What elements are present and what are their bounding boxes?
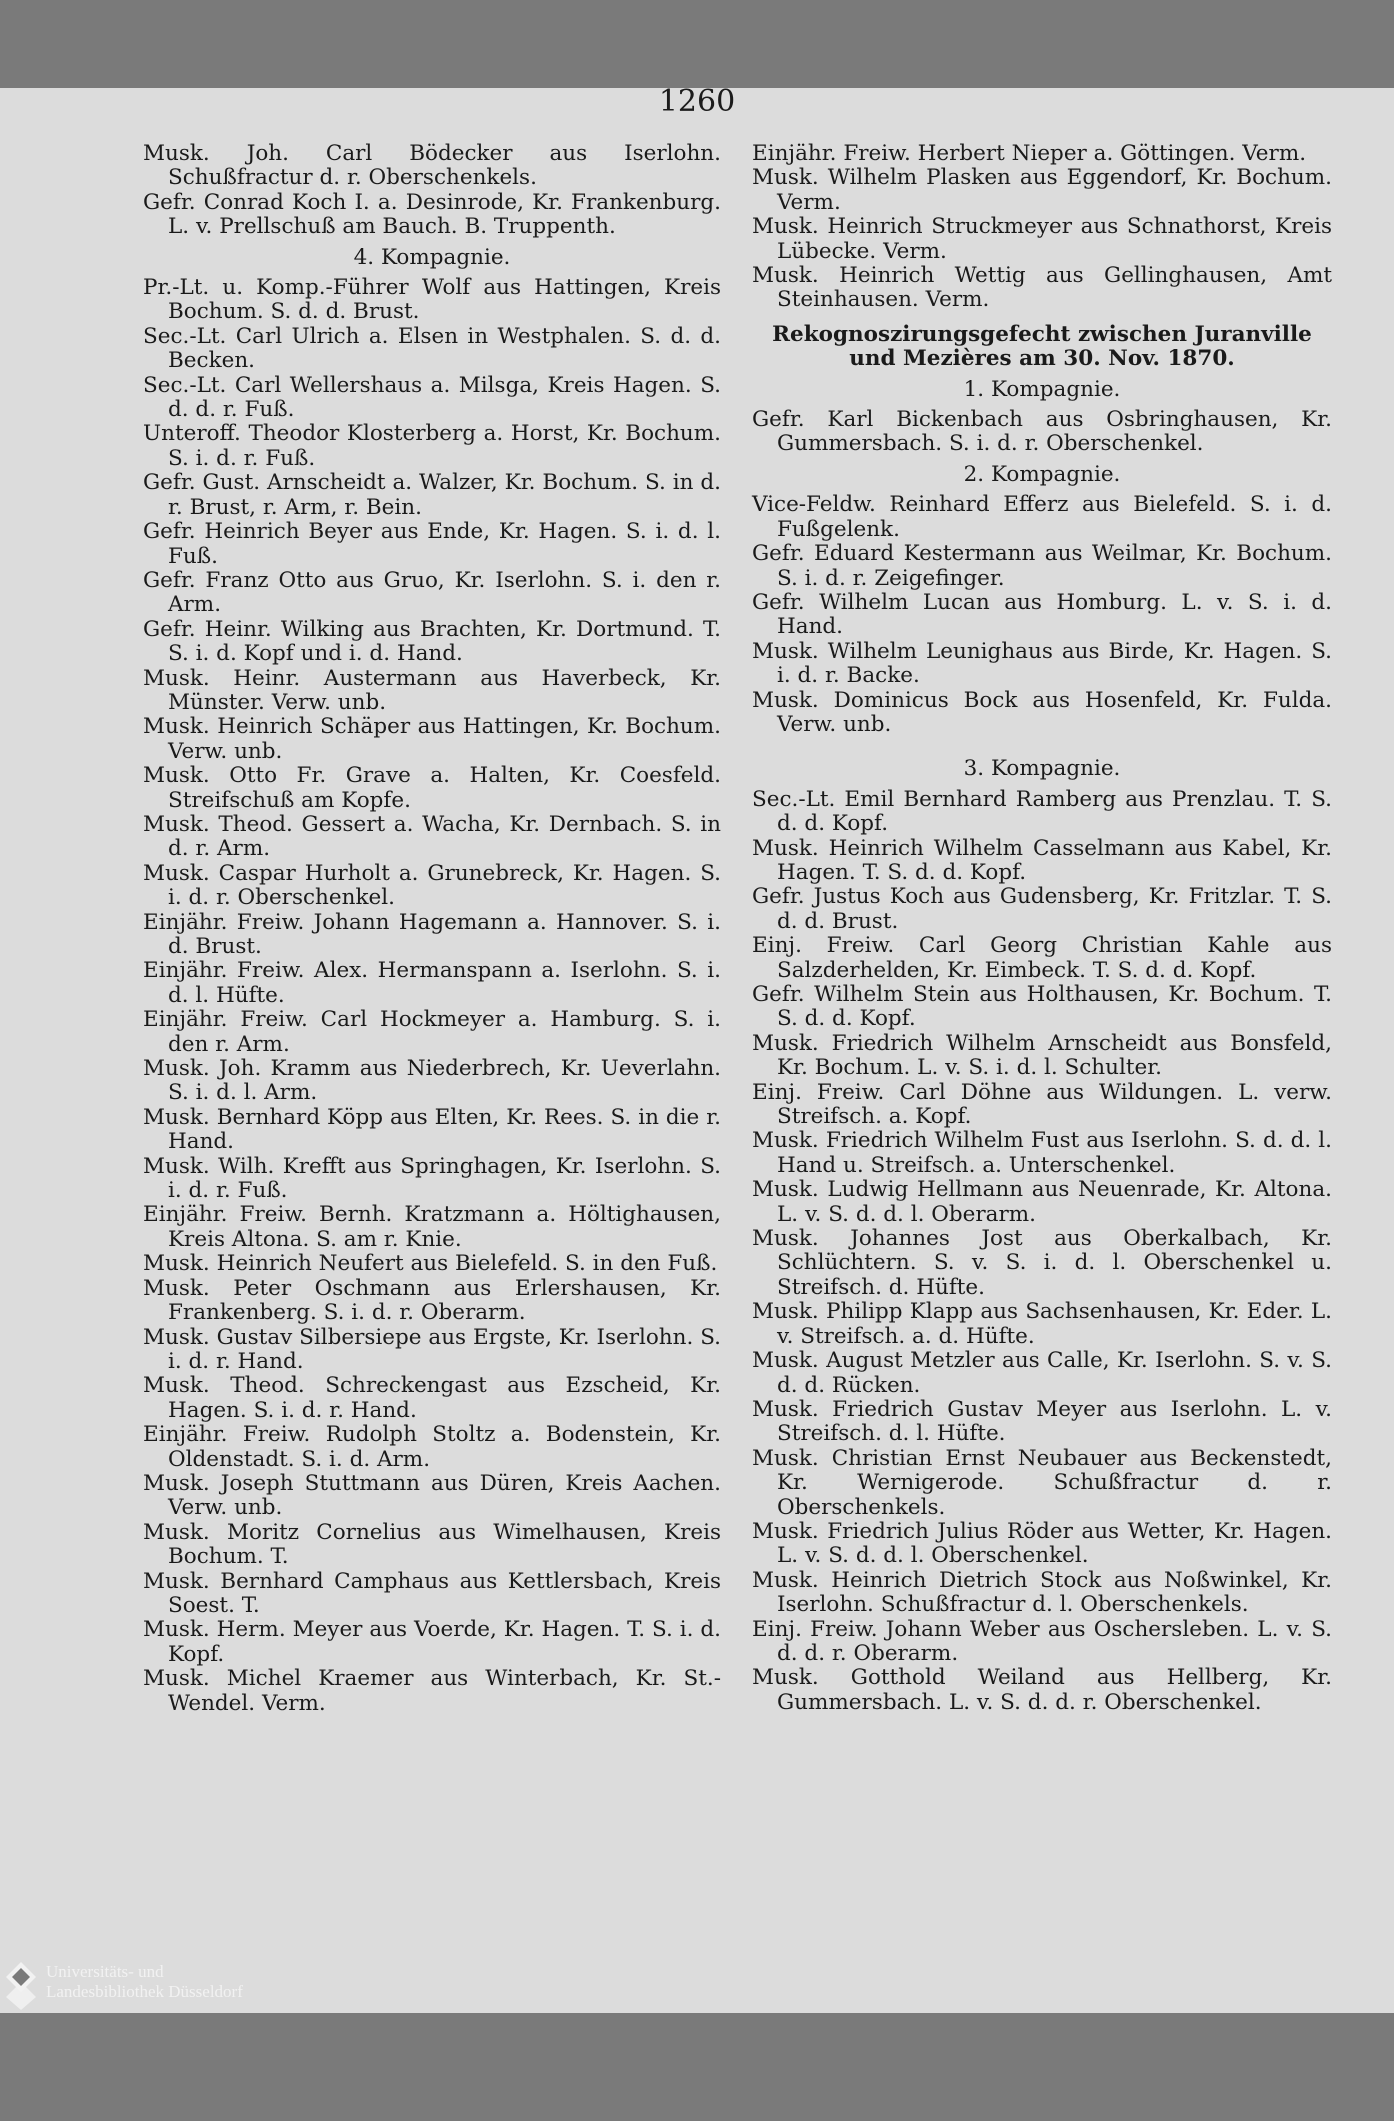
casualty-entry: Einjähr. Freiw. Carl Hockmeyer a. Hamburg. S. i. den r. Arm.: [143, 1007, 721, 1057]
right-column: [752, 142, 1332, 1715]
casualty-entry: Musk. Heinrich Struckmeyer aus Schnathorst, Kreis Lübecke. Verm.: [752, 214, 1332, 264]
section-title: Rekognoszirungsgefecht zwischen Juranville und Mezières am 30. Nov. 1870.: [772, 321, 1312, 372]
casualty-entry: Musk. Otto Fr. Grave a. Halten, Kr. Coesfeld. Streifschuß am Kopfe.: [143, 763, 721, 813]
casualty-entry: Musk. Heinrich Dietrich Stock aus Noßwinkel, Kr. Iserlohn. Schußfractur d. l. Oberschenkels.: [752, 1567, 1332, 1618]
casualty-entry: Musk. Joh. Kramm aus Niederbrech, Kr. Ueverlahn. S. i. d. l. Arm.: [143, 1056, 721, 1106]
casualty-entry: Musk. Joseph Stuttmann aus Düren, Kreis Aachen. Verw. unb.: [143, 1470, 721, 1521]
company-heading: 4. Kompagnie.: [353, 244, 511, 270]
casualty-entry: Musk. Dominicus Bock aus Hosenfeld, Kr. Fulda. Verw. unb.: [752, 687, 1332, 737]
casualty-entry: Musk. Herm. Meyer aus Voerde, Kr. Hagen. T. S. i. d. Kopf.: [143, 1617, 721, 1667]
footer-bar: [0, 2013, 1394, 2121]
casualty-entry: Musk. Gotthold Weiland aus Hellberg, Kr. Gummersbach. L. v. S. d. d. r. Oberschenkel.: [752, 1665, 1332, 1715]
casualty-entry: Pr.-Lt. u. Komp.-Führer Wolf aus Hattingen, Kreis Bochum. S. d. d. Brust.: [143, 275, 721, 325]
casualty-entry: Sec.-Lt. Carl Ulrich a. Elsen in Westphalen. S. d. d. Becken.: [143, 323, 721, 374]
casualty-entry: Musk. Caspar Hurholt a. Grunebreck, Kr. Hagen. S. i. d. r. Oberschenkel.: [143, 860, 721, 911]
casualty-entry: Musk. Gustav Silbersiepe aus Ergste, Kr. Iserlohn. S. i. d. r. Hand.: [143, 1324, 721, 1374]
casualty-entry: Musk. Joh. Carl Bödecker aus Iserlohn. Schußfractur d. r. Oberschenkels.: [143, 141, 721, 191]
casualty-entry: Einj. Freiw. Carl Döhne aus Wildungen. L. verw. Streifsch. a. Kopf.: [752, 1079, 1332, 1130]
casualty-entry: Musk. Heinrich Wettig aus Gellinghausen, Amt Steinhausen. Verm.: [752, 263, 1332, 313]
casualty-entry: Einj. Freiw. Carl Georg Christian Kahle aus Salzderhelden, Kr. Eimbeck. T. S. d. d. Kopf.: [752, 933, 1332, 983]
casualty-entry: Musk. Bernhard Camphaus aus Kettlersbach, Kreis Soest. T.: [143, 1568, 721, 1618]
footer-line-1: Universitäts- und: [46, 1962, 164, 1981]
casualty-entry: Gefr. Conrad Koch I. a. Desinrode, Kr. Frankenburg. L. v. Prellschuß am Bauch. B. Truppenth.: [143, 189, 721, 240]
casualty-entry: Musk. Heinrich Neufert aus Bielefeld. S. in den Fuß.: [143, 1251, 718, 1277]
casualty-entry: Musk. Theod. Gessert a. Wacha, Kr. Dernbach. S. in d. r. Arm.: [143, 811, 721, 862]
casualty-entry: Musk. Michel Kraemer aus Winterbach, Kr. St.-Wendel. Verm.: [143, 1666, 721, 1716]
casualty-entry: Musk. Ludwig Hellmann aus Neuenrade, Kr. Altona. L. v. S. d. d. l. Oberarm.: [752, 1177, 1332, 1227]
casualty-entry: Musk. Friedrich Julius Röder aus Wetter, Kr. Hagen. L. v. S. d. d. l. Oberschenkel.: [752, 1518, 1332, 1569]
page-number: 1260: [658, 84, 736, 119]
casualty-entry: Gefr. Heinrich Beyer aus Ende, Kr. Hagen. S. i. d. l. Fuß.: [143, 519, 721, 569]
casualty-entry: Sec.-Lt. Carl Wellershaus a. Milsga, Kreis Hagen. S. d. d. r. Fuß.: [143, 372, 721, 423]
casualty-entry: Einj. Freiw. Johann Weber aus Oschersleben. L. v. S. d. d. r. Oberarm.: [752, 1616, 1332, 1666]
casualty-entry: Musk. Peter Oschmann aus Erlershausen, Kr. Frankenberg. S. i. d. r. Oberarm.: [143, 1275, 721, 1326]
casualty-entry: Musk. Johannes Jost aus Oberkalbach, Kr. Schlüchtern. S. v. S. i. d. l. Oberschenkel u. Streifsch. d. Hüfte.: [752, 1226, 1332, 1300]
left-column: [143, 142, 721, 1716]
casualty-entry: Musk. Wilhelm Leunighaus aus Birde, Kr. Hagen. S. i. d. r. Backe.: [752, 638, 1332, 689]
casualty-entry: Musk. Friedrich Wilhelm Arnscheidt aus Bonsfeld, Kr. Bochum. L. v. S. i. d. l. Schulter.: [752, 1030, 1332, 1081]
casualty-entry: Musk. Wilhelm Plasken aus Eggendorf, Kr. Bochum. Verm.: [752, 165, 1332, 215]
casualty-entry: Gefr. Heinr. Wilking aus Brachten, Kr. Dortmund. T. S. i. d. Kopf und i. d. Hand.: [143, 616, 721, 667]
footer-line-2: Landesbibliothek Düsseldorf: [46, 1982, 243, 2001]
casualty-entry: Gefr. Franz Otto aus Gruo, Kr. Iserlohn. S. i. den r. Arm.: [143, 567, 721, 618]
casualty-entry: Einjähr. Freiw. Johann Hagemann a. Hannover. S. i. d. Brust.: [143, 909, 721, 959]
casualty-entry: Einjähr. Freiw. Herbert Nieper a. Göttingen. Verm.: [752, 141, 1307, 166]
company-heading: 2. Kompagnie.: [963, 461, 1121, 487]
company-heading: 1. Kompagnie.: [963, 376, 1121, 402]
footer-text: [46, 1962, 243, 2002]
casualty-entry: Musk. Theod. Schreckengast aus Ezscheid, Kr. Hagen. S. i. d. r. Hand.: [143, 1373, 721, 1423]
casualty-entry: Gefr. Gust. Arnscheidt a. Walzer, Kr. Bochum. S. in d. r. Brust, r. Arm, r. Bein.: [143, 470, 721, 520]
casualty-entry: Musk. Friedrich Gustav Meyer aus Iserlohn. L. v. Streifsch. d. l. Hüfte.: [752, 1396, 1332, 1447]
casualty-entry: Gefr. Justus Koch aus Gudensberg, Kr. Fritzlar. T. S. d. d. Brust.: [752, 884, 1332, 934]
casualty-entry: Musk. Wilh. Krefft aus Springhagen, Kr. Iserlohn. S. i. d. r. Fuß.: [143, 1153, 721, 1204]
casualty-entry: Musk. Christian Ernst Neubauer aus Beckenstedt, Kr. Wernigerode. Schußfractur d. r. Oberschenkels.: [752, 1445, 1332, 1520]
casualty-entry: Musk. Philipp Klapp aus Sachsenhausen, Kr. Eder. L. v. Streifsch. a. d. Hüfte.: [752, 1299, 1332, 1349]
casualty-entry: Gefr. Eduard Kestermann aus Weilmar, Kr. Bochum. S. i. d. r. Zeigefinger.: [752, 541, 1332, 591]
casualty-entry: Sec.-Lt. Emil Bernhard Ramberg aus Prenzlau. T. S. d. d. Kopf.: [752, 786, 1332, 837]
casualty-entry: Musk. August Metzler aus Calle, Kr. Iserlohn. S. v. S. d. d. Rücken.: [752, 1348, 1332, 1398]
casualty-entry: Gefr. Karl Bickenbach aus Osbringhausen, Kr. Gummersbach. S. i. d. r. Oberschenkel.: [752, 407, 1332, 457]
casualty-entry: Gefr. Wilhelm Lucan aus Homburg. L. v. S. i. d. Hand.: [752, 589, 1332, 640]
casualty-entry: Musk. Bernhard Köpp aus Elten, Kr. Rees. S. in die r. Hand.: [143, 1104, 721, 1155]
casualty-entry: Vice-Feldw. Reinhard Efferz aus Bielefeld. S. i. d. Fußgelenk.: [752, 492, 1332, 542]
casualty-entry: Einjähr. Freiw. Alex. Hermanspann a. Iserlohn. S. i. d. l. Hüfte.: [143, 958, 721, 1008]
casualty-entry: Musk. Heinrich Schäper aus Hattingen, Kr. Bochum. Verw. unb.: [143, 714, 721, 764]
casualty-entry: Unteroff. Theodor Klosterberg a. Horst, Kr. Bochum. S. i. d. r. Fuß.: [143, 421, 721, 471]
library-logo-icon: [4, 1960, 38, 2012]
company-heading: 3. Kompagnie.: [963, 756, 1121, 782]
casualty-entry: Einjähr. Freiw. Bernh. Kratzmann a. Höltighausen, Kreis Altona. S. am r. Knie.: [143, 1202, 721, 1252]
casualty-entry: Musk. Moritz Cornelius aus Wimelhausen, Kreis Bochum. T.: [143, 1519, 721, 1570]
casualty-entry: Musk. Friedrich Wilhelm Fust aus Iserlohn. S. d. d. l. Hand u. Streifsch. a. Unterschenkel.: [752, 1128, 1332, 1178]
casualty-entry: Musk. Heinrich Wilhelm Casselmann aus Kabel, Kr. Hagen. T. S. d. d. Kopf.: [752, 835, 1332, 885]
casualty-entry: Gefr. Wilhelm Stein aus Holthausen, Kr. Bochum. T. S. d. d. Kopf.: [752, 982, 1332, 1032]
casualty-entry: Musk. Heinr. Austermann aus Haverbeck, Kr. Münster. Verw. unb.: [143, 665, 721, 715]
casualty-entry: Einjähr. Freiw. Rudolph Stoltz a. Bodenstein, Kr. Oldenstadt. S. i. d. Arm.: [143, 1422, 721, 1472]
